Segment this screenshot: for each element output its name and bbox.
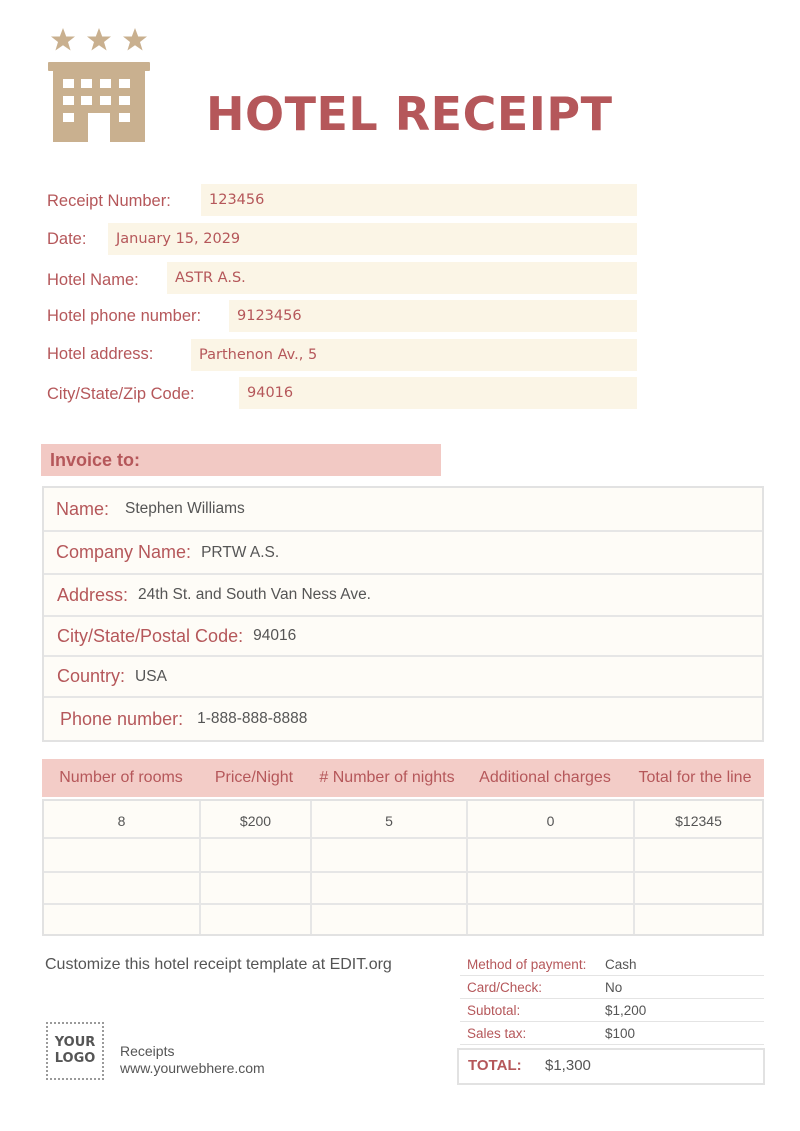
invoice-row-phone (44, 698, 762, 740)
date-field[interactable]: January 15, 2029 (108, 223, 637, 255)
table-header (42, 759, 764, 797)
page-title: HOTEL RECEIPT (206, 87, 613, 141)
row-divider (44, 903, 762, 905)
table-cell: $200 (239, 813, 272, 829)
customize-text: Customize this hotel receipt template at EDIT.org (45, 956, 392, 973)
card-check-label: Card/Check: (467, 980, 543, 995)
subtotal-value: $1,200 (605, 1003, 647, 1018)
column-header: # Number of nights (319, 769, 455, 786)
website-text: www.yourwebhere.com (120, 1060, 265, 1076)
invoice-country-value[interactable]: USA (135, 667, 167, 685)
row-divider (44, 871, 762, 873)
invoice-address-value[interactable]: 24th St. and South Van Ness Ave. (138, 586, 371, 603)
receipts-label: Receipts (120, 1043, 175, 1059)
invoice-company-value[interactable]: PRTW A.S. (201, 543, 280, 561)
city-state-zip-label: City/State/Zip Code: (47, 385, 195, 403)
logo-line: LOGO (54, 1051, 96, 1066)
hotel-phone-label: Hotel phone number: (47, 307, 202, 325)
table-cell: 8 (117, 813, 126, 829)
star-icon (87, 28, 111, 51)
hotel-address-field[interactable]: Parthenon Av., 5 (191, 339, 637, 371)
invoice-company-label: Company Name: (56, 542, 192, 562)
table-cell: 5 (385, 813, 393, 829)
star-icon (51, 28, 75, 51)
invoice-row-name (44, 488, 762, 532)
invoice-row-company (44, 532, 762, 575)
invoice-city-value[interactable]: 94016 (253, 627, 297, 644)
invoice-row-city (44, 617, 762, 657)
payment-divider (460, 1021, 764, 1022)
star-icon (123, 28, 147, 51)
receipt-number-label: Receipt Number: (47, 192, 171, 210)
payment-method-label: Method of payment: (467, 957, 587, 972)
receipt-number-field[interactable]: 123456 (201, 184, 637, 216)
invoice-city-label: City/State/Postal Code: (57, 625, 244, 646)
row-divider (44, 837, 762, 839)
invoice-country-label: Country: (57, 666, 126, 686)
column-header: Additional charges (479, 769, 611, 786)
table-cell: 0 (546, 813, 555, 829)
invoice-name-value[interactable]: Stephen Williams (125, 500, 245, 517)
total-value: $1,300 (545, 1057, 591, 1074)
invoice-heading: Invoice to: (41, 444, 441, 476)
column-header: Price/Night (214, 769, 294, 786)
table-cell: $12345 (675, 813, 722, 829)
sales-tax-label: Sales tax: (467, 1026, 527, 1041)
invoice-phone-value[interactable]: 1-888-888-8888 (197, 710, 308, 727)
invoice-address-label: Address: (57, 584, 129, 605)
city-state-zip-field[interactable]: 94016 (239, 377, 637, 409)
invoice-row-country (44, 657, 762, 698)
payment-divider (460, 998, 764, 999)
sales-tax-value: $100 (605, 1026, 636, 1041)
hotel-name-label: Hotel Name: (47, 271, 139, 289)
column-header: Number of rooms (59, 769, 183, 786)
hotel-address-label: Hotel address: (47, 345, 154, 363)
total-label: TOTAL: (468, 1057, 522, 1074)
hotel-name-field[interactable]: ASTR A.S. (167, 262, 637, 294)
logo-placeholder (46, 1022, 104, 1080)
hotel-building-icon (48, 26, 152, 144)
subtotal-label: Subtotal: (467, 1003, 521, 1018)
line-items-table (42, 799, 764, 936)
invoice-row-address (44, 575, 762, 617)
invoice-name-label: Name: (56, 498, 110, 519)
invoice-box (42, 486, 764, 742)
payment-divider (460, 975, 764, 976)
payment-divider (460, 1044, 764, 1045)
hotel-phone-field[interactable]: 9123456 (229, 300, 637, 332)
logo-line: YOUR (54, 1035, 96, 1050)
date-label: Date: (47, 230, 87, 248)
payment-method-value: Cash (605, 957, 637, 972)
invoice-phone-label: Phone number: (60, 708, 184, 729)
card-check-value: No (605, 980, 623, 995)
column-header: Total for the line (638, 769, 752, 786)
